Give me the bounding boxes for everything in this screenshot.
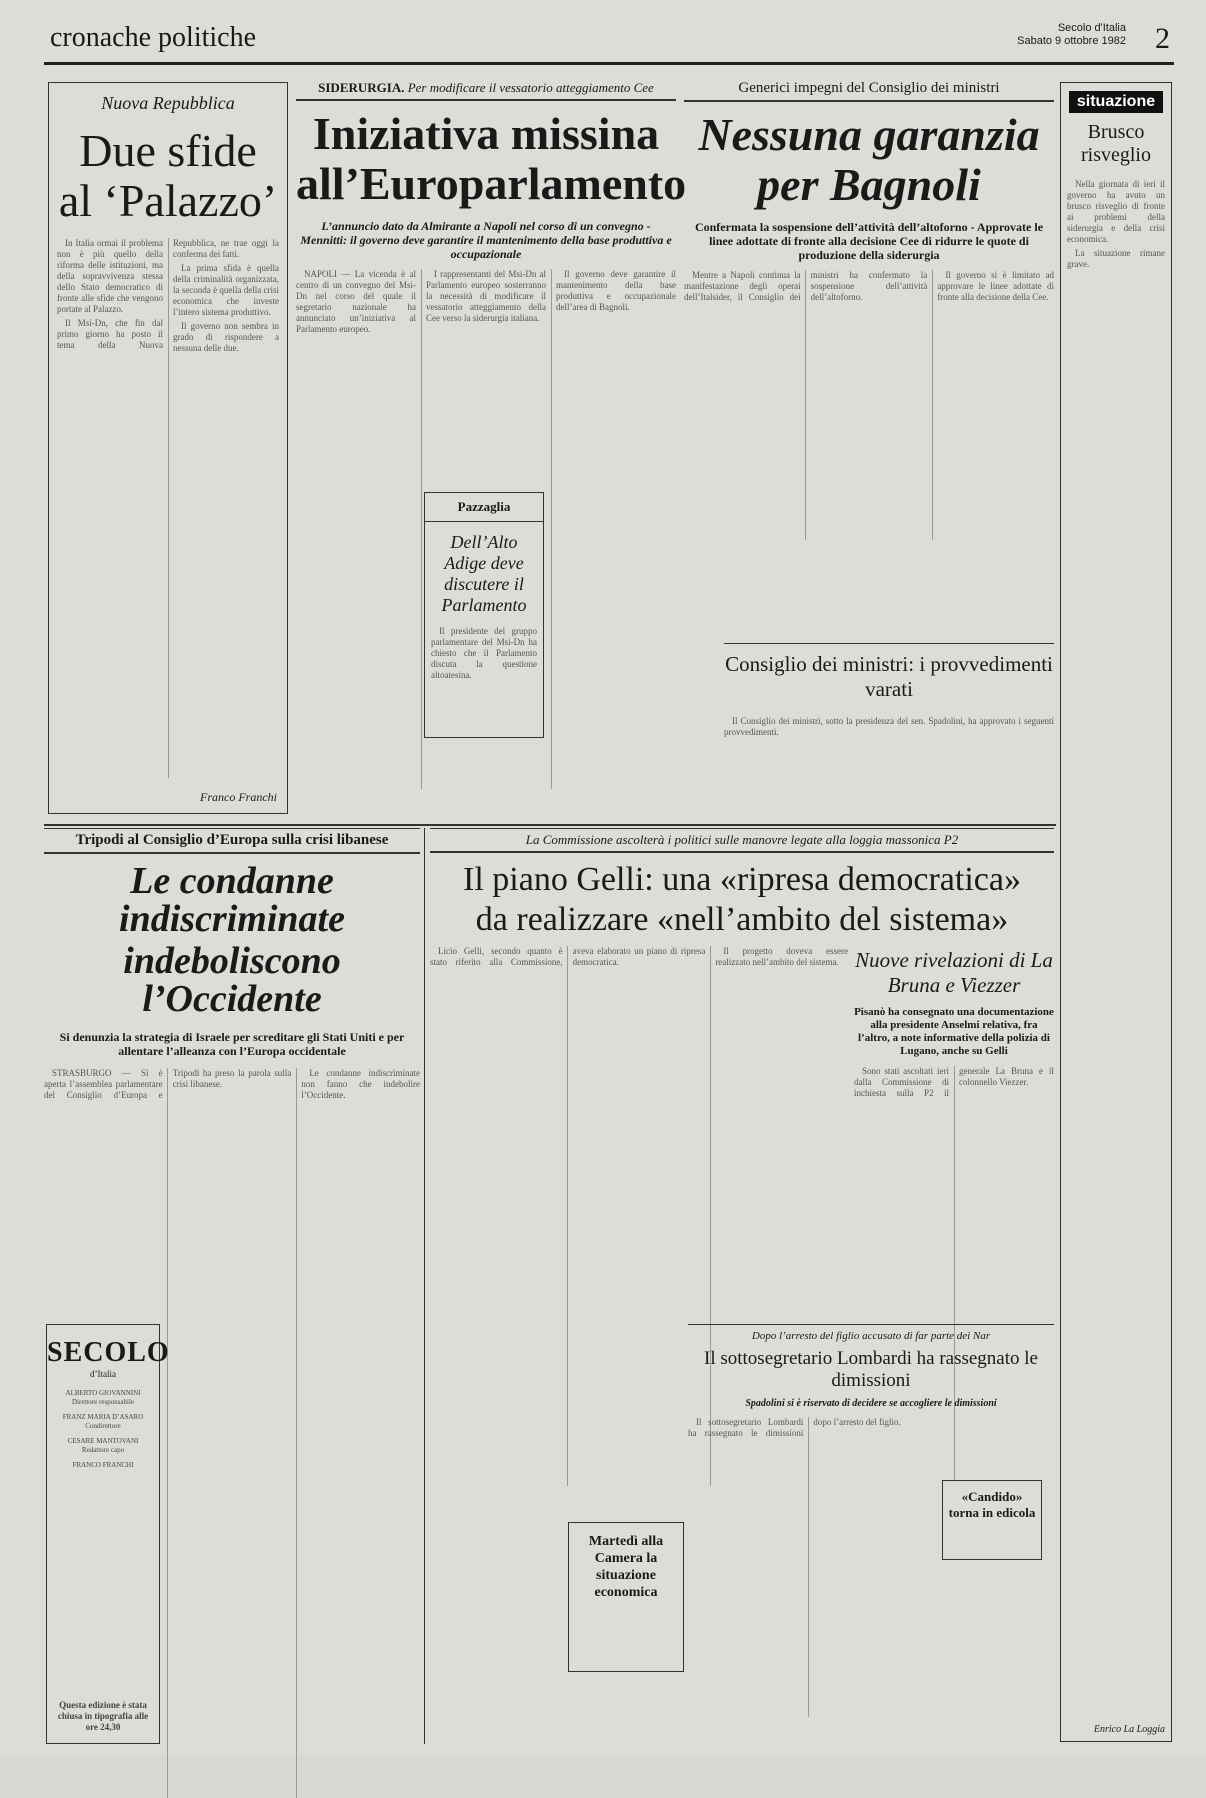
article-body: Licio Gelli, secondo quanto è stato riferito alla Commissione, aveva elaborato un piano di ripresa democratica. Il progetto doveva essere realizzato nell’ambito del sistema. [430,946,848,967]
situazione-title: Brusco risveglio [1081,121,1151,166]
sub-headline: Consiglio dei ministri: i provvedimenti varati [725,652,1053,701]
staff-line: Redattore capo [81,1446,125,1454]
article-body: Il sottosegretario Lombardi ha rassegnato le dimissioni dopo l’arresto del figlio. [688,1417,901,1438]
article-kicker [296,80,676,101]
situazione-body: Nella giornata di ieri il governo ha avuto un brusco risveglio di fronte ai problemi della siderurgia e della crisi economica. La situazione rimane grave. [1067,179,1165,269]
article-siderurgia [296,80,687,820]
situazione-author: Enrico La Loggia [1093,1724,1165,1735]
inset-label: Pazzaglia [425,493,543,522]
inset-martedi [568,1522,684,1672]
staff-line: ALBERTO GIOVANNINI [65,1389,141,1397]
article-headline-line1: Nessuna garanzia [698,109,1040,160]
article-kicker: Nuova Repubblica [101,93,235,113]
article-body: STRASBURGO — Si è aperta l’assemblea parlamentare del Consiglio d’Europa e Tripodi ha preso la parola sulla crisi libanese. Le condanne indiscriminate non fanno che indebolire l’Occidente. [44,1068,420,1100]
sub-summary: Pisanò ha consegnato una documentazione alla presidente Anselmi relativa, fra l’altro, a note informative della polizia di Lugano, anche su Gelli [854,1006,1054,1057]
article-headline-line1: Le condanne indiscriminate [119,860,345,940]
article-kicker: Tripodi al Consiglio d’Europa sulla crisi libanese [44,828,420,854]
article-body: In Italia ormai il problema non è più quello della riforma delle istituzioni, ma della sopravvivenza stessa dello Stato democratico di fronte alle sfide che vengono portate al Palazzo. Il Msi-Dn, che fin dal primo giorno ha posto il tema della Nuova Repubblica, ne trae oggi la conferma dei fatti. La prima sfida è quella della criminalità organizzata, la seconda è quella della crisi economica che investe l’intero sistema produttivo. Il governo non sembra in grado di rispondere a nessuna delle due. [57,238,279,353]
masthead-date [1017,22,1126,48]
secolo-staff [47,1389,159,1470]
column-divider [424,828,425,1744]
inset-body: Il presidente del gruppo parlamentare del Msi-Dn ha chiesto che il Parlamento discuta la questione altoatesina. [431,626,537,680]
inset-candido [942,1480,1042,1560]
article-headline-line1: Iniziativa missina [312,108,660,159]
secolo-footer: Questa edizione è stata chiusa in tipografia alle ore 24,30 [57,1700,149,1732]
divider [724,643,1054,644]
article-gelli [430,828,1054,1748]
article-headline-line2: indeboliscono l’Occidente [123,940,341,1020]
secolo-sub: d’Italia [90,1369,116,1379]
article-body: NAPOLI — La vicenda è al centro di un convegno del Msi-Dn nel corso del quale il segretario nazionale ha annunciato un’iniziativa al Parlamento europeo. I rappresentanti del Msi-Dn al Parlamento europeo sosterranno la necessità di modificare il vessatorio atteggiamento della Cee verso la siderurgia italiana. Il governo deve garantire il mantenimento della base produttiva e occupazionale dell’area di Bagnoli. [296,269,676,334]
masthead-name: Secolo d'Italia [1057,22,1126,34]
inset-title: «Candido» torna in edicola [948,1489,1036,1520]
staff-line: FRANZ MARIA D’ASARO [62,1413,144,1421]
section-divider [44,824,1056,826]
article-summary: Si denunzia la strategia di Israele per screditare gli Stati Uniti e per allentare l’alleanza con l’Europa occidentale [59,1030,405,1058]
article-summary: Confermata la sospensione dell’attività dell’altoforno - Approvate le linee adottate di fronte alla decisione Cee di ridurre le quote di produzione della siderurgia [694,220,1044,262]
masthead-date-line: Sabato 9 ottobre 1982 [1017,35,1126,47]
inset-title: Martedì alla Camera la situazione economica [588,1534,664,1600]
article-summary: L’annuncio dato da Almirante a Napoli nel corso di un convegno - Mennitti: il governo deve garantire il mantenimento della base produttiva e occupazionale [300,219,672,261]
article-tripodi [44,828,420,1748]
article-body: Mentre a Napoli continua la manifestazione degli operai dell’Italsider, il Consiglio dei ministri ha confermato la sospensione dell’attività dell’altoforno. Il governo si è limitato ad approvare le linee adottate di fronte alla decisione della Cee. [684,270,1054,302]
header-rule [44,62,1174,65]
article-author: Franco Franchi [200,790,277,804]
article-kicker: La Commissione ascolterà i politici sulle manovre legate alla loggia massonica P2 [430,828,1054,853]
article-headline-line1: Il piano Gelli: una «ripresa democratica» [463,861,1021,898]
sub-headline: Nuove rivelazioni di La Bruna e Viezzer [855,948,1053,997]
kicker-bold: SIDERURGIA. [318,80,405,95]
page-number: 2 [1155,22,1170,55]
article-headline: Il sottosegretario Lombardi ha rassegnato le dimissioni [704,1348,1038,1391]
section-title: cronache politiche [50,22,257,53]
kicker-italic: Per modificare il vessatorio atteggiamento Cee [407,80,654,95]
article-lombardi [688,1330,1054,1717]
article-kicker: Dopo l’arresto del figlio accusato di far parte dei Nar [751,1330,991,1342]
article-bagnoli [684,80,1054,820]
inset-pazzaglia [424,492,544,738]
article-headline-line2: al ‘Palazzo’ [58,175,278,226]
secolo-logo: SECOLO [47,1337,170,1368]
article-headline-line1: Due sfide [79,125,257,176]
staff-line: FRANCO FRANCHI [72,1461,134,1469]
secolo-box [46,1324,170,1744]
divider [688,1324,1054,1325]
article-headline-line2: da realizzare «nell’ambito del sistema» [475,901,1009,938]
situazione-badge: situazione [1069,91,1163,113]
staff-line: Direttore responsabile [71,1398,134,1406]
article-headline-line2: all’Europarlamento [296,158,687,209]
article-situazione [1060,82,1172,1742]
sub-body: Sono stati ascoltati ieri dalla Commissione di inchiesta sulla P2 il generale La Bruna e il colonnello Viezzer. [854,1066,1054,1098]
staff-line: Condirettore [85,1422,121,1430]
inset-title: Dell’Alto Adige deve discutere il Parlamento [441,532,527,615]
article-nuova-repubblica [48,82,288,814]
article-headline-line2: per Bagnoli [757,159,981,210]
staff-line: CESARE MANTOVANI [67,1437,139,1445]
sub-article-body: Il Consiglio dei ministri, sotto la presidenza del sen. Spadolini, ha approvato i seguenti provvedimenti. [724,716,1054,737]
article-kicker: Generici impegni del Consiglio dei ministri [684,80,1054,102]
article-summary: Spadolini si è riservato di decidere se accogliere le dimissioni [745,1398,997,1409]
